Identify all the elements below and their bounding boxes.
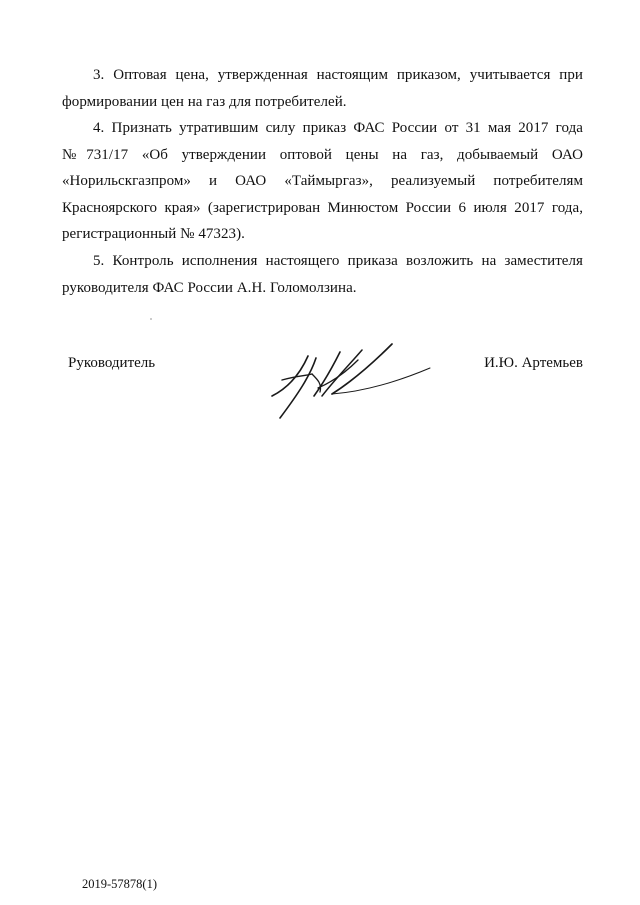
paragraph-item-4: 4. Признать утратившим силу приказ ФАС России от 31 мая 2017 года №731/17 «Об утверждении оптовой цены на газ, добываемый ОАО «Норильскгазпром» и ОАО «Таймыргаз», реализуемый потребителям Красноярского края» (зарегистрирован Минюстом России 6 июля 2017 года, регистрационный № 47323). [62,120,583,242]
paragraph-item-5: 5. Контроль исполнения настоящего приказа возложить на заместителя руководителя ФАС России А.Н. Голомолзина. [62,253,583,296]
signer-position: Руководитель [68,355,156,371]
scan-speck [150,318,152,320]
document-code: 2019-57878(1) [82,877,157,891]
signer-name: И.Ю. Артемьев [484,355,583,371]
handwritten-signature [262,336,438,424]
paragraph-item-3: 3. Оптовая цена, утвержденная настоящим приказом, учитывается при формировании цен на газ для потребителей. [62,67,583,110]
